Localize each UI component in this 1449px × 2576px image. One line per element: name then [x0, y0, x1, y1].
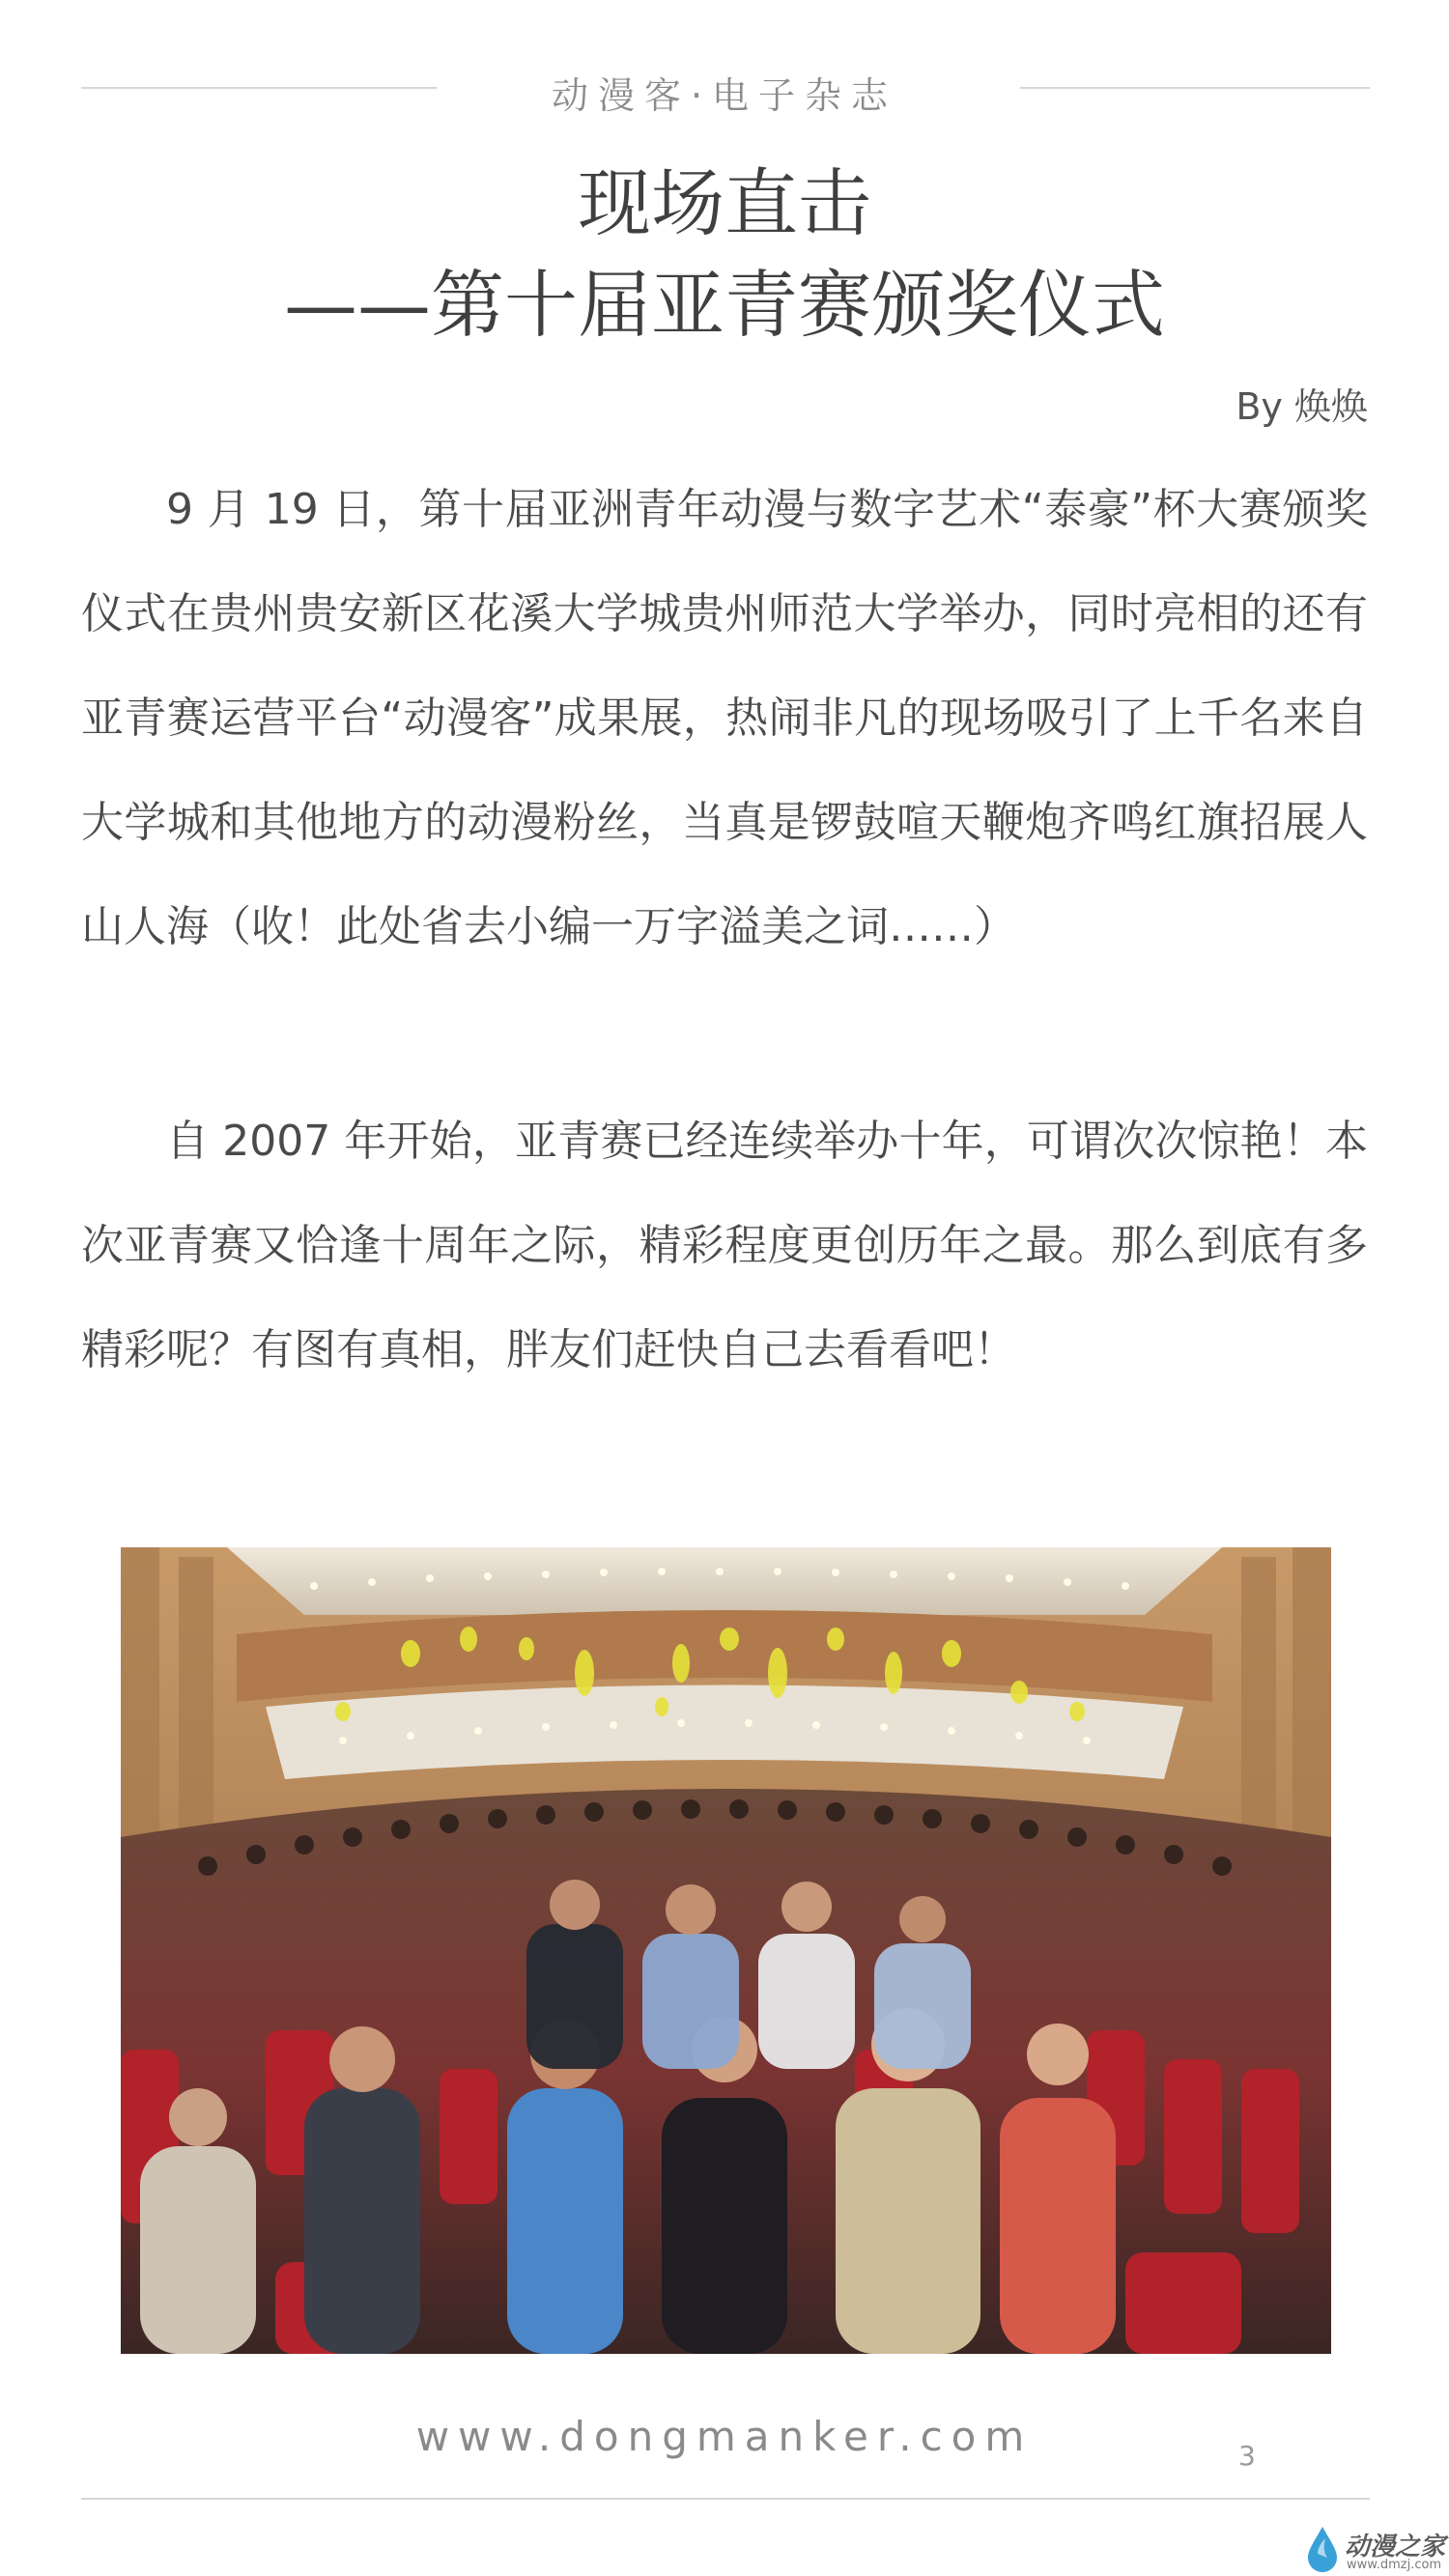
watermark-text: 动漫之家 [1345, 2533, 1446, 2562]
article-title-line2: ——第十届亚青赛颁奖仪式 [284, 262, 1165, 348]
audience-photo-illustration [121, 1547, 1331, 2354]
site-url: www.dongmanker.com [415, 2413, 1034, 2460]
masthead: 动漫客·电子杂志 [551, 74, 898, 117]
body-paragraph: 自 2007 年开始，亚青赛已经连续举办十年，可谓次次惊艳！本次亚青赛又恰逢十周年之际，精彩程度更创历年之最。那么到底有多精彩呢？有图有真相，胖友们赶快自己去看看吧！ [81, 1117, 1368, 1374]
audience-photo [121, 1547, 1331, 2354]
byline: By 焕焕 [1236, 385, 1368, 428]
dmzj-watermark [1304, 2523, 1449, 2576]
article-title-line1: 现场直击 [578, 160, 871, 246]
page-number: 3 [1238, 2440, 1256, 2472]
droplet-logo-icon [1304, 2525, 1341, 2573]
body-paragraph: 9 月 19 日，第十届亚洲青年动漫与数字艺术“泰豪”杯大赛颁奖仪式在贵州贵安新区花溪大学城贵州师范大学举办，同时亮相的还有亚青赛运营平台“动漫客”成果展，热闹非凡的现场吸引了上千名来自大学城和其他地方的动漫粉丝，当真是锣鼓喧天鞭炮齐鸣红旗招展人山人海（收！此处省去小编一万字溢美之词……） [81, 485, 1368, 951]
footer-rule [81, 2498, 1370, 2500]
watermark-url: www.dmzj.com [1347, 2558, 1442, 2572]
